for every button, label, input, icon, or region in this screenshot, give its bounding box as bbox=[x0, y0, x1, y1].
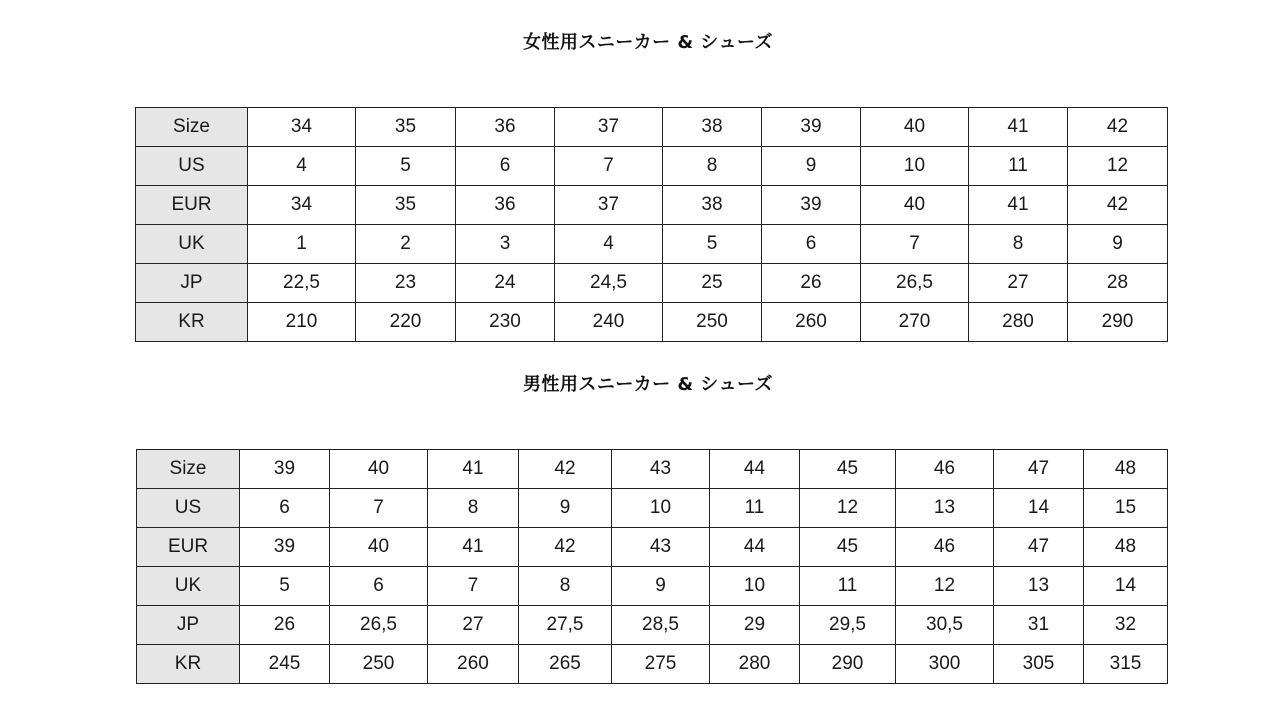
womens-size-chart-title: 女性用スニーカー & シューズ bbox=[522, 32, 774, 53]
row-header-eur: EUR bbox=[137, 528, 240, 567]
table-cell: 9 bbox=[612, 567, 710, 606]
table-row-uk bbox=[136, 225, 1168, 264]
table-cell: 44 bbox=[710, 528, 800, 567]
table-cell: 11 bbox=[800, 567, 896, 606]
table-cell: 45 bbox=[800, 450, 896, 489]
table-cell: 250 bbox=[330, 645, 428, 684]
table-cell: 40 bbox=[861, 108, 969, 147]
table-cell: 6 bbox=[240, 489, 330, 528]
table-cell: 270 bbox=[861, 303, 969, 342]
table-cell: 6 bbox=[762, 225, 861, 264]
table-cell: 37 bbox=[555, 186, 663, 225]
table-row-eur bbox=[137, 528, 1168, 567]
table-cell: 7 bbox=[861, 225, 969, 264]
table-cell: 9 bbox=[762, 147, 861, 186]
table-cell: 6 bbox=[456, 147, 555, 186]
table-cell: 40 bbox=[330, 528, 428, 567]
row-header-jp: JP bbox=[137, 606, 240, 645]
table-cell: 36 bbox=[456, 186, 555, 225]
table-cell: 1 bbox=[248, 225, 356, 264]
table-cell: 41 bbox=[428, 450, 519, 489]
table-cell: 44 bbox=[710, 450, 800, 489]
table-cell: 30,5 bbox=[896, 606, 994, 645]
table-cell: 13 bbox=[896, 489, 994, 528]
table-cell: 41 bbox=[969, 186, 1068, 225]
table-cell: 220 bbox=[356, 303, 456, 342]
table-cell: 42 bbox=[519, 450, 612, 489]
table-cell: 26 bbox=[240, 606, 330, 645]
table-cell: 11 bbox=[969, 147, 1068, 186]
table-cell: 27 bbox=[969, 264, 1068, 303]
table-cell: 12 bbox=[896, 567, 994, 606]
table-cell: 34 bbox=[248, 186, 356, 225]
table-cell: 28,5 bbox=[612, 606, 710, 645]
table-row-size bbox=[136, 108, 1168, 147]
table-cell: 39 bbox=[240, 450, 330, 489]
table-cell: 43 bbox=[612, 528, 710, 567]
table-cell: 39 bbox=[240, 528, 330, 567]
table-cell: 7 bbox=[428, 567, 519, 606]
table-cell: 13 bbox=[994, 567, 1084, 606]
table-cell: 24,5 bbox=[555, 264, 663, 303]
table-cell: 8 bbox=[969, 225, 1068, 264]
mens-size-table bbox=[136, 449, 1168, 684]
table-cell: 7 bbox=[555, 147, 663, 186]
table-cell: 260 bbox=[762, 303, 861, 342]
table-cell: 46 bbox=[896, 528, 994, 567]
table-row-jp bbox=[137, 606, 1168, 645]
table-cell: 10 bbox=[612, 489, 710, 528]
table-cell: 26,5 bbox=[330, 606, 428, 645]
table-cell: 240 bbox=[555, 303, 663, 342]
row-header-uk: UK bbox=[136, 225, 248, 264]
table-cell: 29 bbox=[710, 606, 800, 645]
table-cell: 41 bbox=[969, 108, 1068, 147]
table-cell: 27 bbox=[428, 606, 519, 645]
table-cell: 315 bbox=[1084, 645, 1168, 684]
table-cell: 9 bbox=[1068, 225, 1168, 264]
table-cell: 25 bbox=[663, 264, 762, 303]
row-header-size: Size bbox=[137, 450, 240, 489]
table-cell: 12 bbox=[1068, 147, 1168, 186]
row-header-us: US bbox=[136, 147, 248, 186]
table-cell: 47 bbox=[994, 450, 1084, 489]
table-cell: 210 bbox=[248, 303, 356, 342]
row-header-eur: EUR bbox=[136, 186, 248, 225]
table-cell: 11 bbox=[710, 489, 800, 528]
table-cell: 47 bbox=[994, 528, 1084, 567]
table-cell: 28 bbox=[1068, 264, 1168, 303]
row-header-jp: JP bbox=[136, 264, 248, 303]
table-cell: 40 bbox=[330, 450, 428, 489]
table-cell: 10 bbox=[710, 567, 800, 606]
table-cell: 36 bbox=[456, 108, 555, 147]
table-cell: 290 bbox=[800, 645, 896, 684]
table-cell: 9 bbox=[519, 489, 612, 528]
table-cell: 41 bbox=[428, 528, 519, 567]
table-cell: 23 bbox=[356, 264, 456, 303]
table-cell: 5 bbox=[240, 567, 330, 606]
table-cell: 3 bbox=[456, 225, 555, 264]
table-cell: 42 bbox=[519, 528, 612, 567]
table-cell: 5 bbox=[356, 147, 456, 186]
table-cell: 290 bbox=[1068, 303, 1168, 342]
table-cell: 39 bbox=[762, 186, 861, 225]
table-cell: 280 bbox=[969, 303, 1068, 342]
table-row-jp bbox=[136, 264, 1168, 303]
table-cell: 29,5 bbox=[800, 606, 896, 645]
mens-size-chart-title: 男性用スニーカー & シューズ bbox=[522, 374, 774, 395]
table-cell: 45 bbox=[800, 528, 896, 567]
table-cell: 48 bbox=[1084, 450, 1168, 489]
table-cell: 260 bbox=[428, 645, 519, 684]
table-row-us bbox=[137, 489, 1168, 528]
table-cell: 10 bbox=[861, 147, 969, 186]
table-cell: 250 bbox=[663, 303, 762, 342]
table-cell: 265 bbox=[519, 645, 612, 684]
table-cell: 26 bbox=[762, 264, 861, 303]
table-cell: 8 bbox=[519, 567, 612, 606]
table-cell: 8 bbox=[663, 147, 762, 186]
table-cell: 300 bbox=[896, 645, 994, 684]
table-row-us bbox=[136, 147, 1168, 186]
table-cell: 230 bbox=[456, 303, 555, 342]
table-row-uk bbox=[137, 567, 1168, 606]
table-cell: 31 bbox=[994, 606, 1084, 645]
table-cell: 34 bbox=[248, 108, 356, 147]
row-header-kr: KR bbox=[137, 645, 240, 684]
table-cell: 22,5 bbox=[248, 264, 356, 303]
table-cell: 4 bbox=[555, 225, 663, 264]
table-cell: 40 bbox=[861, 186, 969, 225]
table-cell: 6 bbox=[330, 567, 428, 606]
table-cell: 275 bbox=[612, 645, 710, 684]
table-cell: 12 bbox=[800, 489, 896, 528]
table-cell: 38 bbox=[663, 108, 762, 147]
table-cell: 14 bbox=[1084, 567, 1168, 606]
table-cell: 305 bbox=[994, 645, 1084, 684]
table-row-size bbox=[137, 450, 1168, 489]
table-cell: 15 bbox=[1084, 489, 1168, 528]
table-cell: 8 bbox=[428, 489, 519, 528]
table-cell: 5 bbox=[663, 225, 762, 264]
row-header-uk: UK bbox=[137, 567, 240, 606]
table-cell: 24 bbox=[456, 264, 555, 303]
table-cell: 245 bbox=[240, 645, 330, 684]
womens-size-table bbox=[135, 107, 1168, 342]
table-cell: 4 bbox=[248, 147, 356, 186]
table-cell: 35 bbox=[356, 186, 456, 225]
table-cell: 2 bbox=[356, 225, 456, 264]
table-cell: 280 bbox=[710, 645, 800, 684]
row-header-us: US bbox=[137, 489, 240, 528]
row-header-size: Size bbox=[136, 108, 248, 147]
table-cell: 26,5 bbox=[861, 264, 969, 303]
table-cell: 39 bbox=[762, 108, 861, 147]
table-cell: 42 bbox=[1068, 186, 1168, 225]
table-row-eur bbox=[136, 186, 1168, 225]
table-cell: 27,5 bbox=[519, 606, 612, 645]
table-cell: 7 bbox=[330, 489, 428, 528]
table-cell: 35 bbox=[356, 108, 456, 147]
table-cell: 37 bbox=[555, 108, 663, 147]
table-cell: 38 bbox=[663, 186, 762, 225]
table-cell: 46 bbox=[896, 450, 994, 489]
row-header-kr: KR bbox=[136, 303, 248, 342]
table-cell: 14 bbox=[994, 489, 1084, 528]
table-cell: 42 bbox=[1068, 108, 1168, 147]
table-cell: 32 bbox=[1084, 606, 1168, 645]
table-row-kr bbox=[137, 645, 1168, 684]
table-row-kr bbox=[136, 303, 1168, 342]
table-cell: 43 bbox=[612, 450, 710, 489]
table-cell: 48 bbox=[1084, 528, 1168, 567]
